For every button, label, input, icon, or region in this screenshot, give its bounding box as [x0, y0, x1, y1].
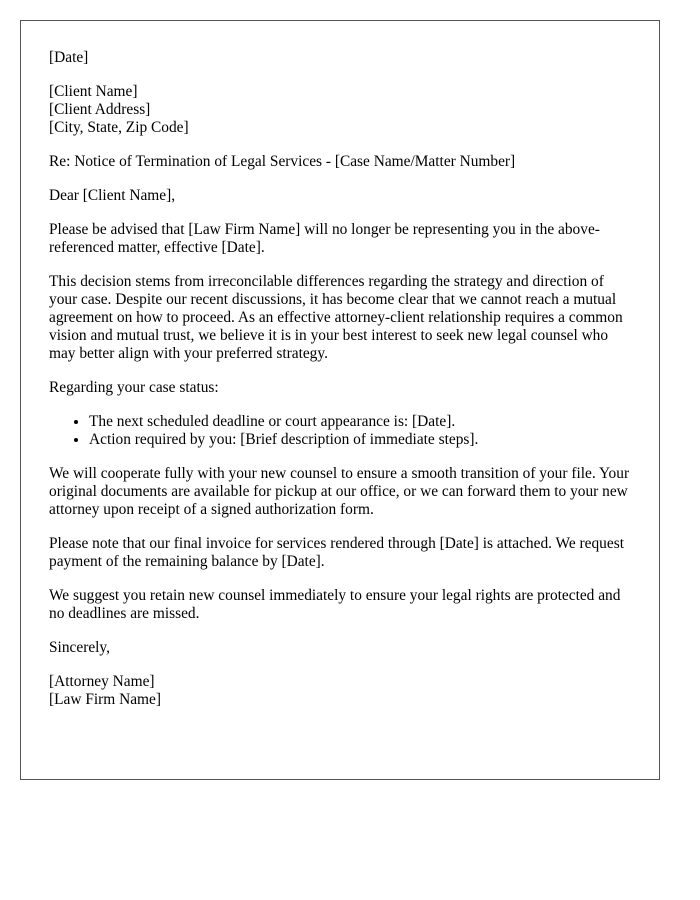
paragraph-reason: This decision stems from irreconcilable differences regarding the strategy and direction of your case. Despite our recent discussions, it has become clear that we cannot reach a mutual agreement on how to proceed. As an effective attorney-client relationship requires a common vision and mutual trust, we believe it is in your best interest to seek new legal counsel who may better align with your preferred strategy.	[49, 273, 623, 362]
letter-date: [Date]	[49, 49, 89, 66]
case-status-item: • Action required by you: [Brief description of immediate steps].	[89, 431, 631, 449]
paragraph-case-status-intro: Regarding your case status:	[49, 379, 219, 396]
paragraph-recommendation: We suggest you retain new counsel immediately to ensure your legal rights are protected and no deadlines are missed.	[49, 587, 621, 622]
paragraph-notice: Please be advised that [Law Firm Name] will no longer be representing you in the above-referenced matter, effective [Date].	[49, 221, 600, 256]
signature-block	[49, 673, 631, 709]
paragraph-invoice: Please note that our final invoice for services rendered through [Date] is attached. We request payment of the remaining balance by [Date].	[49, 535, 624, 570]
attorney-name: [Attorney Name]	[49, 673, 155, 690]
firm-name: [Law Firm Name]	[49, 691, 161, 708]
paragraph-transition: We will cooperate fully with your new counsel to ensure a smooth transition of your file. Your original documents are available for pickup at our office, or we can forward them to your new attorney upon receipt of a signed authorization form.	[49, 465, 630, 518]
recipient-address-block	[49, 83, 631, 137]
recipient-name: [Client Name]	[49, 83, 138, 100]
case-status-list	[49, 413, 631, 449]
letter-document	[20, 20, 660, 780]
salutation: Dear [Client Name],	[49, 187, 176, 204]
recipient-city-state-zip: [City, State, Zip Code]	[49, 119, 189, 136]
signoff: Sincerely,	[49, 639, 110, 656]
subject-line: Re: Notice of Termination of Legal Services - [Case Name/Matter Number]	[49, 153, 516, 170]
recipient-address: [Client Address]	[49, 101, 151, 118]
case-status-item: • The next scheduled deadline or court appearance is: [Date].	[89, 413, 631, 431]
